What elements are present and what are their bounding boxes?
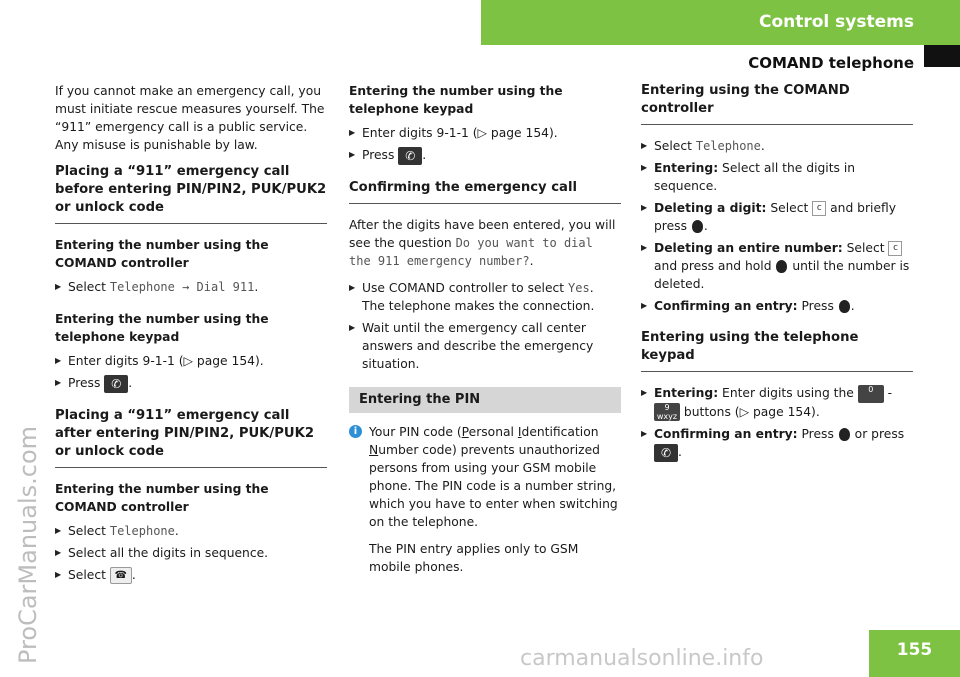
column-2 [349,82,621,585]
side-watermark: ProCarManuals.com [14,425,42,664]
key-9-icon: 9 wxyz [654,403,680,421]
corner-tab [924,45,960,67]
page-subtitle: COMAND telephone [748,54,914,72]
controller-knob-icon [839,300,850,313]
intro-text: If you cannot make an emergency call, you must initiate rescue measures yourself. The “911” emergency call is a public service. Any misuse is punishable by law. [55,84,325,152]
column-1 [55,82,327,588]
step-wait: ▶ Wait until the emergency call center answers and describe the emergency situation. [349,319,621,373]
step-select-dial: ▶ Select Telephone → Dial 911. [55,278,327,296]
page-number: 155 [896,640,933,660]
page-number-box [869,630,960,677]
info-text-2: The PIN entry applies only to GSM mobile phones. [369,541,579,574]
heading-before-pin: Placing a “911” emergency call before entering PIN/PIN2, PUK/PUK2 or unlock code [55,163,327,224]
step-entering: ▶ Entering: Select all the digits in sequence. [641,159,913,195]
phone-end-icon: ☎ [110,567,132,584]
key-0-icon: 0 [858,385,884,403]
step-select-yes: ▶ Use COMAND controller to select Yes. The telephone makes the connection. [349,279,621,315]
footer-watermark: carmanualsonline.info [520,646,764,671]
heading-telephone-keypad: Entering using the telephone keypad [641,329,913,372]
controller-knob-icon [692,220,703,233]
step-confirming: ▶ Confirming an entry: Press . [641,297,913,315]
subheading-controller-2: Entering the number using the COMAND controller [55,481,269,514]
info-note [349,423,621,576]
step-select-telephone: ▶ Select Telephone. [55,522,327,540]
info-icon: i [349,425,362,438]
step-select-digits: ▶ Select all the digits in sequence. [55,544,327,562]
column-3 [641,82,913,466]
phone-call-icon: ✆ [654,444,678,462]
heading-after-pin: Placing a “911” emergency call after entering PIN/PIN2, PUK/PUK2 or unlock code [55,407,327,468]
controller-knob-icon [776,260,787,273]
subheading-controller: Entering the number using the COMAND controller [55,238,269,270]
step-deleting-number: ▶ Deleting an entire number: Select c and press and hold until the number is deleted. [641,239,913,293]
clear-key-icon: c [888,241,902,256]
step-select-telephone-3: ▶ Select Telephone. [641,137,913,155]
subheading-keypad-2: Entering the number using the telephone keypad [349,84,563,116]
banner-title: Control systems [758,12,914,32]
step-enter-digits-2: ▶ Enter digits 9-1-1 (▷ page 154). [349,124,621,142]
confirm-text: After the digits have been entered, you will see the question Do you want to dial the 911 emergency number?. [349,217,616,268]
step-entering-keypad: ▶ Entering: Enter digits using the 0 - 9 wxyz buttons (▷ page 154). [641,384,913,421]
phone-call-icon: ✆ [104,375,128,393]
controller-knob-icon [839,428,850,441]
section-banner [481,0,960,45]
clear-key-icon: c [812,201,826,216]
section-bar-pin: Entering the PIN [349,387,621,413]
subheading-keypad: Entering the number using the telephone keypad [55,312,269,344]
phone-call-icon: ✆ [398,147,422,165]
heading-comand-controller: Entering using the COMAND controller [641,82,913,125]
step-confirming-keypad: ▶ Confirming an entry: Press or press ✆ . [641,425,913,462]
info-text-1: Your PIN code (Personal Identification Number code) prevents unauthorized persons from using your GSM mobile phone. The PIN code is a number string, which you have to enter when switching on the telephone. [369,424,618,529]
step-press-call-2: ▶ Press ✆ . [349,146,621,165]
step-enter-digits: ▶ Enter digits 9-1-1 (▷ page 154). [55,352,327,370]
heading-confirming: Confirming the emergency call [349,179,621,204]
step-deleting-digit: ▶ Deleting a digit: Select c and briefly press . [641,199,913,235]
step-select-end: ▶ Select ☎ . [55,566,327,584]
step-press-call: ▶ Press ✆ . [55,374,327,393]
